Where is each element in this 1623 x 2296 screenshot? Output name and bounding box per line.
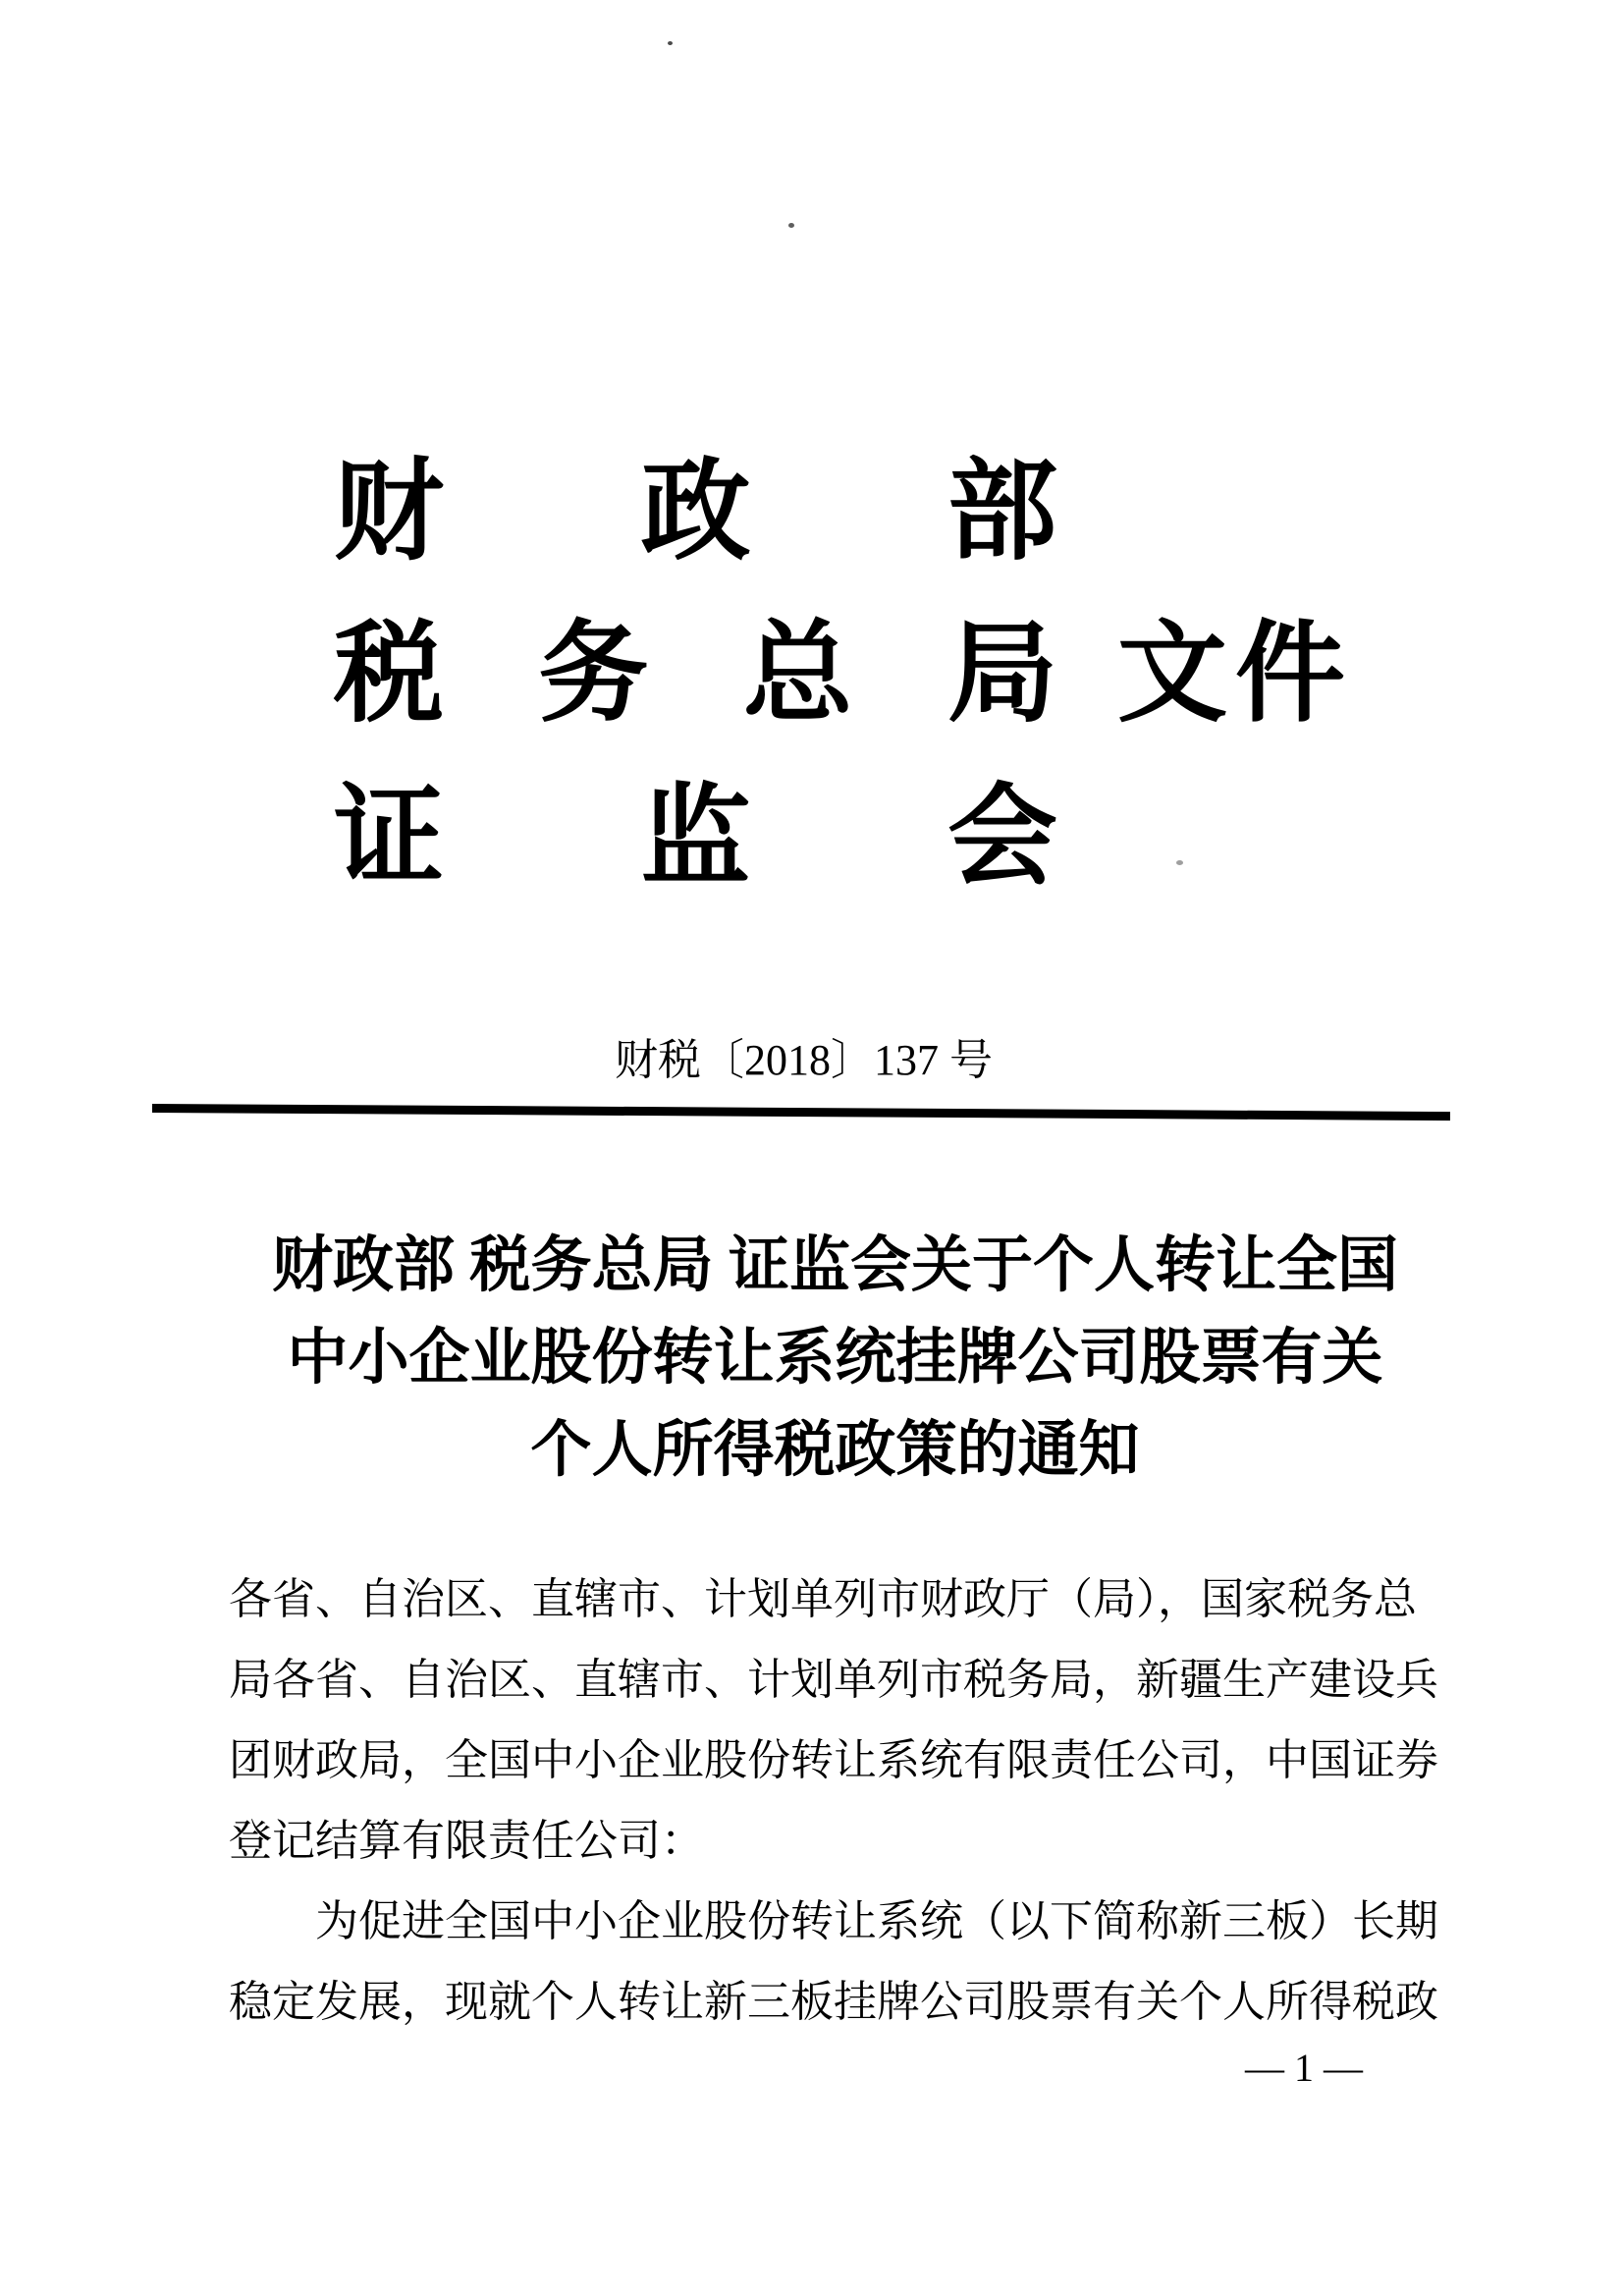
body-line: 登记结算有限责任公司： (229, 1817, 704, 1865)
letterhead-character: 局 (947, 614, 1057, 736)
divider-rule (152, 1104, 1450, 1121)
letterhead-row-sta (334, 594, 1353, 756)
body-line: 稳定发展，现就个人转让新三板挂牌公司股票有关个人所得税政 (229, 1978, 1438, 2026)
letterhead-row-csrc (334, 757, 1057, 919)
letterhead-character: 总 (742, 614, 853, 736)
letterhead-agency-mof (334, 432, 1057, 594)
letterhead-agency-csrc (334, 757, 1057, 919)
title-line-2: 中小企业股份转让系统挂牌公司股票有关 (287, 1325, 1383, 1392)
body-line: 为促进全国中小企业股份转让系统（以下简称新三板）长期 (315, 1897, 1438, 1945)
title-line-1: 财政部 税务总局 证监会关于个人转让全国 (271, 1232, 1398, 1299)
body-line: 各省、自治区、直辖市、计划单列市财政厅（局），国家税务总 (229, 1575, 1417, 1623)
title-line-3: 个人所得税政策的通知 (530, 1417, 1140, 1484)
body-text (229, 1559, 1456, 2043)
scan-speck (668, 41, 673, 45)
letterhead-character: 部 (947, 452, 1057, 574)
body-line: 局各省、自治区、直辖市、计划单列市税务局，新疆生产建设兵 (229, 1656, 1438, 1704)
letterhead-agency-sta (334, 594, 1057, 756)
letterhead-character: 财 (334, 452, 444, 574)
letterhead-character: 务 (538, 614, 649, 736)
page-number: — 1 — (1245, 2046, 1363, 2090)
document-number: 财税〔2018〕137 号 (615, 1036, 993, 1084)
document-title (24, 1220, 1623, 1497)
letterhead-character: 政 (640, 452, 751, 574)
letterhead-character: 监 (640, 777, 751, 899)
letterhead-character: 税 (334, 614, 444, 736)
body-line: 团财政局，全国中小企业股份转让系统有限责任公司，中国证券 (229, 1736, 1438, 1784)
letterhead-row-mof (334, 432, 1057, 594)
scan-speck (788, 223, 794, 228)
letterhead-character: 会 (947, 777, 1057, 899)
letterhead-document-word: 文件 (1117, 614, 1353, 736)
scan-speck (1176, 860, 1183, 865)
letterhead-character: 证 (334, 777, 444, 899)
